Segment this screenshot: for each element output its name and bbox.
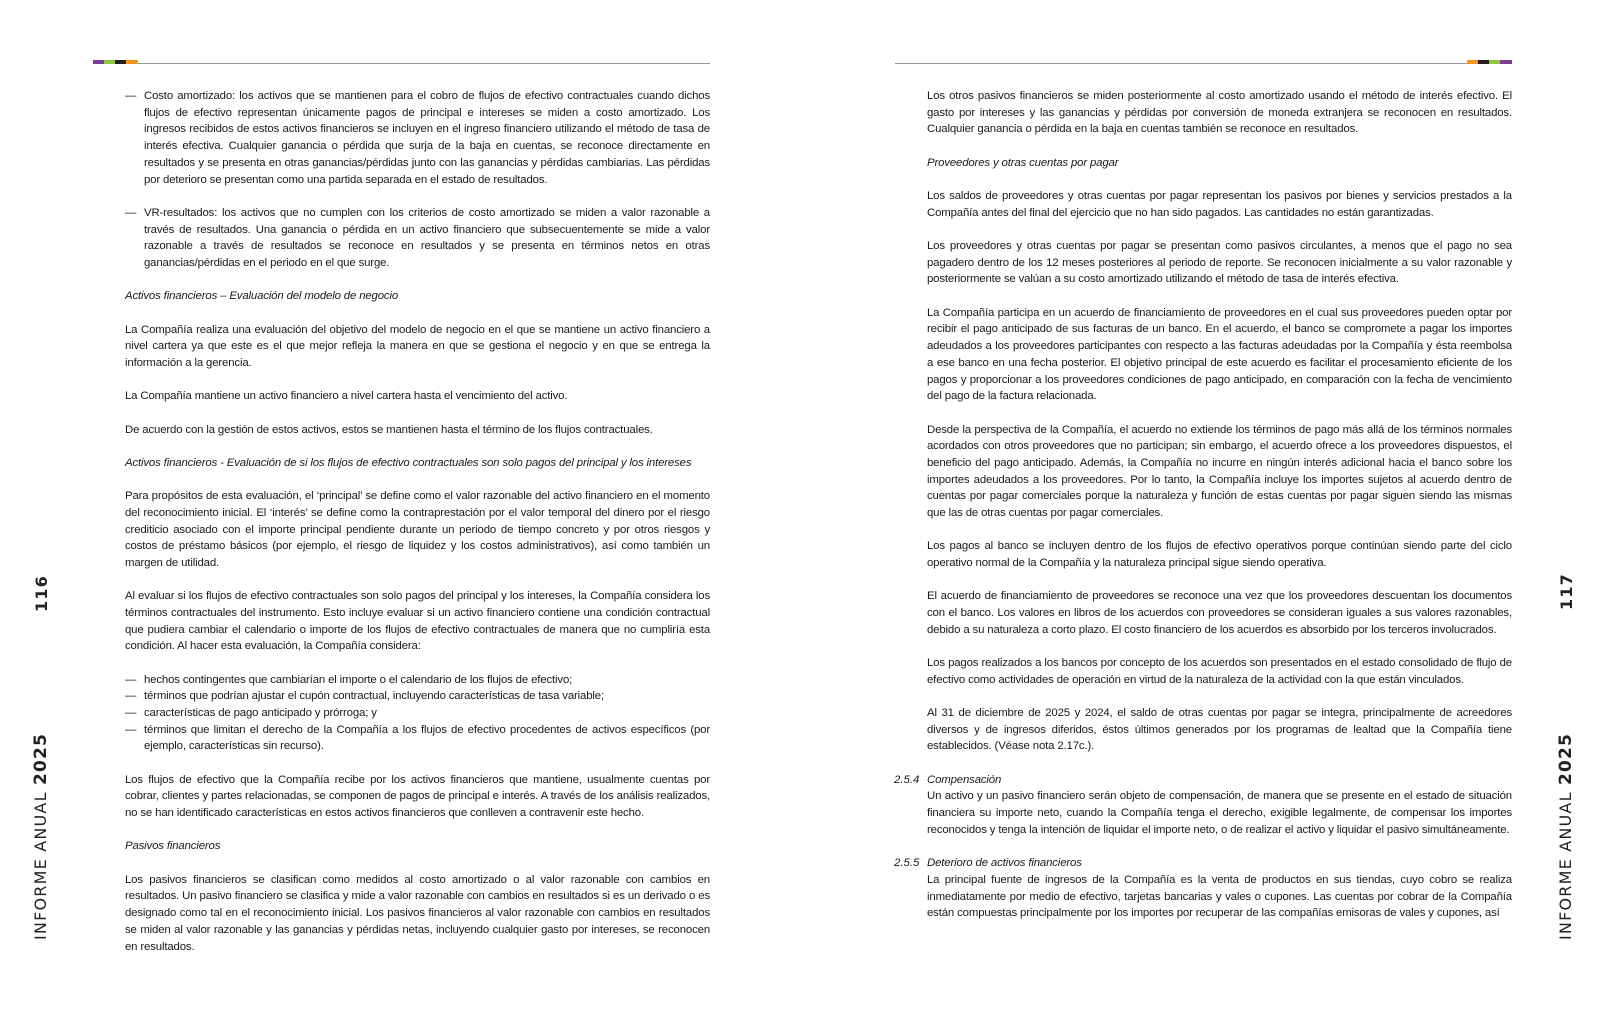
left-sidebar xyxy=(28,0,58,1035)
heading-sppi-assessment: Activos financieros - Evaluación de si los flujos de efectivo contractuales son solo pagos del principal y los intereses xyxy=(125,456,692,469)
paragraph: Los flujos de efectivo que la Compañía recibe por los activos financieros que mantiene, usualmente cuentas por cobrar, clientes y partes relacionadas, se componen de pagos de principal e interés. A través de los análisis realizados, no se han identificado características en estos activos financieros que conlleven a contravenir este hecho. xyxy=(125,773,710,820)
paragraph: La principal fuente de ingresos de la Compañía es la venta de productos en sus tiendas, cuyo cobro se realiza inmediatamente por medio de efectivo, tarjetas bancarias y vales o cupones. Las cuentas por cobrar de la Compañía están compuestas principalmente por los importes por recuperar de las compañías emisoras de vales y cupones, así xyxy=(927,873,1512,920)
heading-financial-liabilities: Pasivos financieros xyxy=(125,840,221,853)
right-page-number: 117 xyxy=(1557,573,1576,610)
paragraph: Los pagos realizados a los bancos por concepto de los acuerdos son presentados en el estado consolidado de flujo de efectivo como actividades de operación en virtud de la naturaleza de la actividad con la que están vinculados. xyxy=(927,657,1512,686)
paragraph: Los proveedores y otras cuentas por pagar se presentan como pasivos circulantes, a menos que el pago no sea pagadero dentro de los 12 meses posteriores al periodo de reporte. Se reconocen inicialmente a su valor razonable y posteriormente se valúan a su costo amortizado utilizando el método de tasa de interés efectiva. xyxy=(927,240,1512,286)
left-running-title xyxy=(31,733,51,940)
right-running-title xyxy=(1556,733,1576,940)
paragraph: Para propósitos de esta evaluación, el ‘principal’ se define como el valor razonable del activo financiero en el momento del reconocimiento inicial. El ‘interés’ se define como la contraprestación por el valor temporal del dinero por el riesgo crediticio asociado con el importe principal pendiente durante un periodo de tiempo concreto y por otros riesgos y costos de préstamo básicos (por ejemplo, el riesgo de liquidez y los costos administrativos), así como también un margen de utilidad. xyxy=(125,490,710,569)
section-2-5-5 xyxy=(894,855,1512,922)
left-running-year: 2025 xyxy=(31,732,51,786)
section-title: Deterioro de activos financieros xyxy=(927,857,1082,870)
left-header-rule xyxy=(93,63,710,64)
paragraph: La Compañía participa en un acuerdo de financiamiento de proveedores en el cual sus proveedores pueden optar por recibir el pago anticipado de sus facturas de un banco. En el acuerdo, el banco se compromete a pagar los importes adeudados a los proveedores participantes con respecto a las facturas adeudadas por la Compañía y ésta reembolsa a ese banco en una fecha posterior. El objetivo principal de este acuerdo es facilitar el procesamiento eficiente de los pagos y proporcionar a los proveedores condiciones de pago anticipado, en comparación con la fecha de vencimiento del pago de la factura relacionada. xyxy=(927,306,1512,403)
left-page-column xyxy=(125,88,710,972)
heading-suppliers-payables: Proveedores y otras cuentas por pagar xyxy=(927,156,1119,169)
paragraph: Los pasivos financieros se clasifican como medidos al costo amortizado o al valor razonable con cambios en resultados. Un pasivo financiero se clasifica y mide a valor razonable con cambios en resultados si es un derivado o es designado como tal en el reconocimiento inicial. Los pasivos financieros al valor razonable con cambios en resultados se miden al valor razonable y las ganancias y pérdidas netas, incluyendo cualquier gasto por intereses, se reconocen en resultados. xyxy=(125,873,710,953)
measurement-category-list xyxy=(125,88,710,272)
paragraph: Los saldos de proveedores y otras cuentas por pagar representan los pasivos por bienes y servicios prestados a la Compañía antes del final del ejercicio que no han sido pagados. Las cantidades no están garantizadas. xyxy=(927,190,1512,219)
paragraph: Al 31 de diciembre de 2025 y 2024, el saldo de otras cuentas por pagar se integra, principalmente de acreedores diversos y de ingresos diferidos, éstos últimos generados por los programas de lealtad que la Compañía tiene establecidos. (Véase nota 2.17c.). xyxy=(927,707,1512,753)
left-page-number: 116 xyxy=(32,575,51,612)
right-color-stripe-3 xyxy=(1489,60,1500,64)
right-header-rule xyxy=(895,63,1512,64)
section-2-5-4 xyxy=(894,772,1512,839)
paragraph: La Compañía mantiene un activo financiero a nivel cartera hasta el vencimiento del activo. xyxy=(125,390,568,403)
right-color-stripe-1 xyxy=(1467,60,1478,64)
considerations-list xyxy=(125,672,710,756)
list-item: — características de pago anticipado y prórroga; y xyxy=(125,705,710,722)
right-sidebar xyxy=(1553,0,1583,1035)
left-running-label: INFORME ANUAL xyxy=(31,791,50,940)
left-color-stripe-4 xyxy=(126,60,138,64)
left-color-stripe-1 xyxy=(93,60,104,64)
list-item: — términos que podrían ajustar el cupón contractual, incluyendo características de tasa variable; xyxy=(125,688,710,705)
left-color-stripe-3 xyxy=(115,60,126,64)
paragraph: De acuerdo con la gestión de estos activos, estos se mantienen hasta el término de los flujos contractuales. xyxy=(125,423,653,436)
list-item: — términos que limitan el derecho de la Compañía a los flujos de efectivo procedentes de activos específicos (por ejemplo, características sin recurso). xyxy=(125,722,710,755)
left-color-stripe-2 xyxy=(104,60,115,64)
paragraph: Al evaluar si los flujos de efectivo contractuales son solo pagos del principal y los intereses, la Compañía considera los términos contractuales del instrumento. Esto incluye evaluar si un activo financiero contiene una condición contractual que pudiera cambiar el calendario o importe de los flujos de efectivo contractuales de manera que no cumpliría esta condición. Al hacer esta evaluación, la Compañía considera: xyxy=(125,590,710,653)
right-page-column xyxy=(894,88,1512,939)
list-item: — Costo amortizado: los activos que se mantienen para el cobro de flujos de efectivo contractuales cuando dichos flujos de efectivo representan únicamente pagos de principal e intereses se miden a costo amortizado. Los ingresos recibidos de estos activos financieros se incluyen en el ingreso financiero utilizando el método de tasa de interés efectiva. Cualquier ganancia o pérdida que surja de la baja en cuentas, se reconoce directamente en resultados y se presenta en otras ganancias/pérdidas junto con las ganancias y pérdidas cambiarias. Las pérdidas por deterioro se presentan como una partida separada en el estado de resultados. xyxy=(125,88,710,188)
list-item: — hechos contingentes que cambiarían el importe o el calendario de los flujos de efectivo; xyxy=(125,672,710,689)
paragraph: Los otros pasivos financieros se miden posteriormente al costo amortizado usando el método de interés efectivo. El gasto por intereses y las ganancias y pérdidas por conversión de moneda extranjera se reconocen en resultados. Cualquier ganancia o pérdida en la baja en cuentas también se reconoce en resultados. xyxy=(927,90,1512,136)
section-number: 2.5.5 xyxy=(894,857,920,870)
paragraph: La Compañía realiza una evaluación del objetivo del modelo de negocio en el que se mantiene un activo financiero a nivel cartera ya que este es el que mejor refleja la manera en que se gestiona el negocio y en que se entrega la información a la gerencia. xyxy=(125,323,710,369)
right-running-year: 2025 xyxy=(1556,732,1576,786)
paragraph: Desde la perspectiva de la Compañía, el acuerdo no extiende los términos de pago más allá de los términos normales acordados con otros proveedores que no participan; sin embargo, el acuerdo ofrece a los proveedores dispuestos, el beneficio del pago anticipado. Además, la Compañía no incurre en ningún interés adicional hacia el banco sobre los importes adeudados a los proveedores. Por lo tanto, la Compañía incluye los importes sujetos al acuerdo dentro de cuentas por pagar comerciales porque la naturaleza y función de estas cuentas por pagar siguen siendo las mismas que las de otras cuentas por pagar comerciales. xyxy=(927,423,1512,520)
paragraph: El acuerdo de financiamiento de proveedores se reconoce una vez que los proveedores descuentan los documentos con el banco. Los valores en libros de los acuerdos con proveedores se consideran iguales a sus valores razonables, debido a su naturaleza a corto plazo. El costo financiero de los acuerdos es absorbido por los terceros involucrados. xyxy=(927,590,1512,636)
right-color-stripe-4 xyxy=(1500,60,1512,64)
right-running-label: INFORME ANUAL xyxy=(1556,791,1575,940)
right-color-stripe-2 xyxy=(1478,60,1489,64)
paragraph: Los pagos al banco se incluyen dentro de los flujos de efectivo operativos porque continúan siendo parte del ciclo operativo normal de la Compañía y la naturaleza principal sigue siendo operativa. xyxy=(927,540,1512,570)
list-item: — VR-resultados: los activos que no cumplen con los criterios de costo amortizado se miden a valor razonable a través de resultados. Una ganancia o pérdida en un activo financiero que subsecuentemente se mide a valor razonable a través de resultados se reconoce en resultados y se presenta en términos netos en otras ganancias/pérdidas en el periodo en el que surge. xyxy=(125,205,710,272)
paragraph: Un activo y un pasivo financiero serán objeto de compensación, de manera que se presente en el estado de situación financiera su importe neto, cuando la Compañía tenga el derecho, exigible legalmente, de compensar los importes reconocidos y tenga la intención de liquidar el importe neto, o de realizar el activo y liquidar el pasivo simultáneamente. xyxy=(927,790,1512,836)
section-number: 2.5.4 xyxy=(894,773,920,786)
section-title: Compensación xyxy=(927,773,1002,786)
heading-business-model: Activos financieros – Evaluación del modelo de negocio xyxy=(125,290,399,303)
